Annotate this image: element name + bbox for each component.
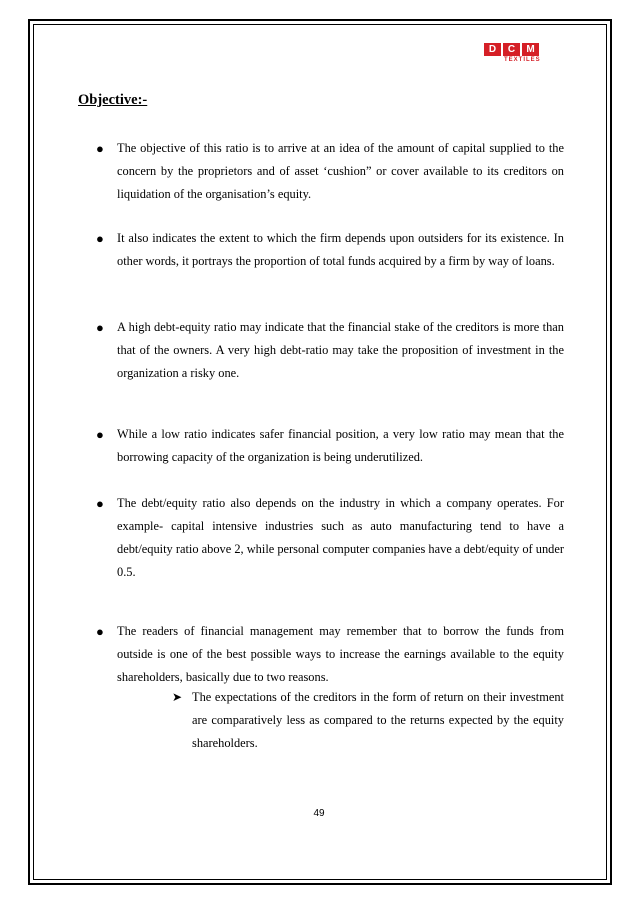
bullet-dot-icon: ● xyxy=(96,320,104,335)
bullet-text: While a low ratio indicates safer financial position, a very low ratio may mean that the borrowing capacity of the organization is being underutilized. xyxy=(117,427,564,464)
page-number: 49 xyxy=(313,808,325,819)
logo-subtext: TEXTILES xyxy=(504,57,541,63)
bullet-text: The debt/equity ratio also depends on the industry in which a company operates. For example- capital intensive industries such as auto manufacturing tend to have a debt/equity ratio above 2, while personal computer companies have a debt/equity of under 0.5. xyxy=(117,496,564,579)
arrow-bullet-icon: ➤ xyxy=(172,690,183,704)
bullet-text: A high debt-equity ratio may indicate that the financial stake of the creditors is more than that of the owners. A very high debt-ratio may take the proposition of investment in the organization a risky one. xyxy=(117,320,564,380)
bullet-dot-icon: ● xyxy=(96,231,104,246)
bullet-dot-icon: ● xyxy=(96,496,104,511)
bullet-text: It also indicates the extent to which the firm depends upon outsiders for its existence. In other words, it portrays the proportion of total funds acquired by a firm by way of loans. xyxy=(117,231,564,268)
bullet-item xyxy=(96,227,564,273)
bullet-dot-icon: ● xyxy=(96,624,104,639)
bullet-text: The readers of financial management may remember that to borrow the funds from outside is one of the best possible ways to increase the earnings available to the equity shareholders, basically due to two reasons. xyxy=(117,624,564,684)
bullet-dot-icon: ● xyxy=(96,427,104,442)
sub-bullet-item xyxy=(172,686,564,755)
bullet-dot-icon: ● xyxy=(96,141,104,156)
bullet-item xyxy=(96,316,564,385)
section-heading: Objective:- xyxy=(78,92,148,108)
bullet-item xyxy=(96,423,564,469)
logo-letter-d: D xyxy=(484,43,501,56)
logo-letter-m: M xyxy=(522,43,539,56)
bullet-item xyxy=(96,137,564,206)
bullet-item xyxy=(96,492,564,584)
sub-bullet-text: The expectations of the creditors in the form of return on their investment are comparatively less as compared to the returns expected by the equity shareholders. xyxy=(192,690,564,750)
bullet-item xyxy=(96,620,564,689)
logo-letter-c: C xyxy=(503,43,520,56)
bullet-text: The objective of this ratio is to arrive at an idea of the amount of capital supplied to the concern by the proprietors and of asset ‘cushion” or cover available to its creditors on liquidation of the organisation’s equity. xyxy=(117,141,564,201)
company-logo xyxy=(484,43,556,67)
